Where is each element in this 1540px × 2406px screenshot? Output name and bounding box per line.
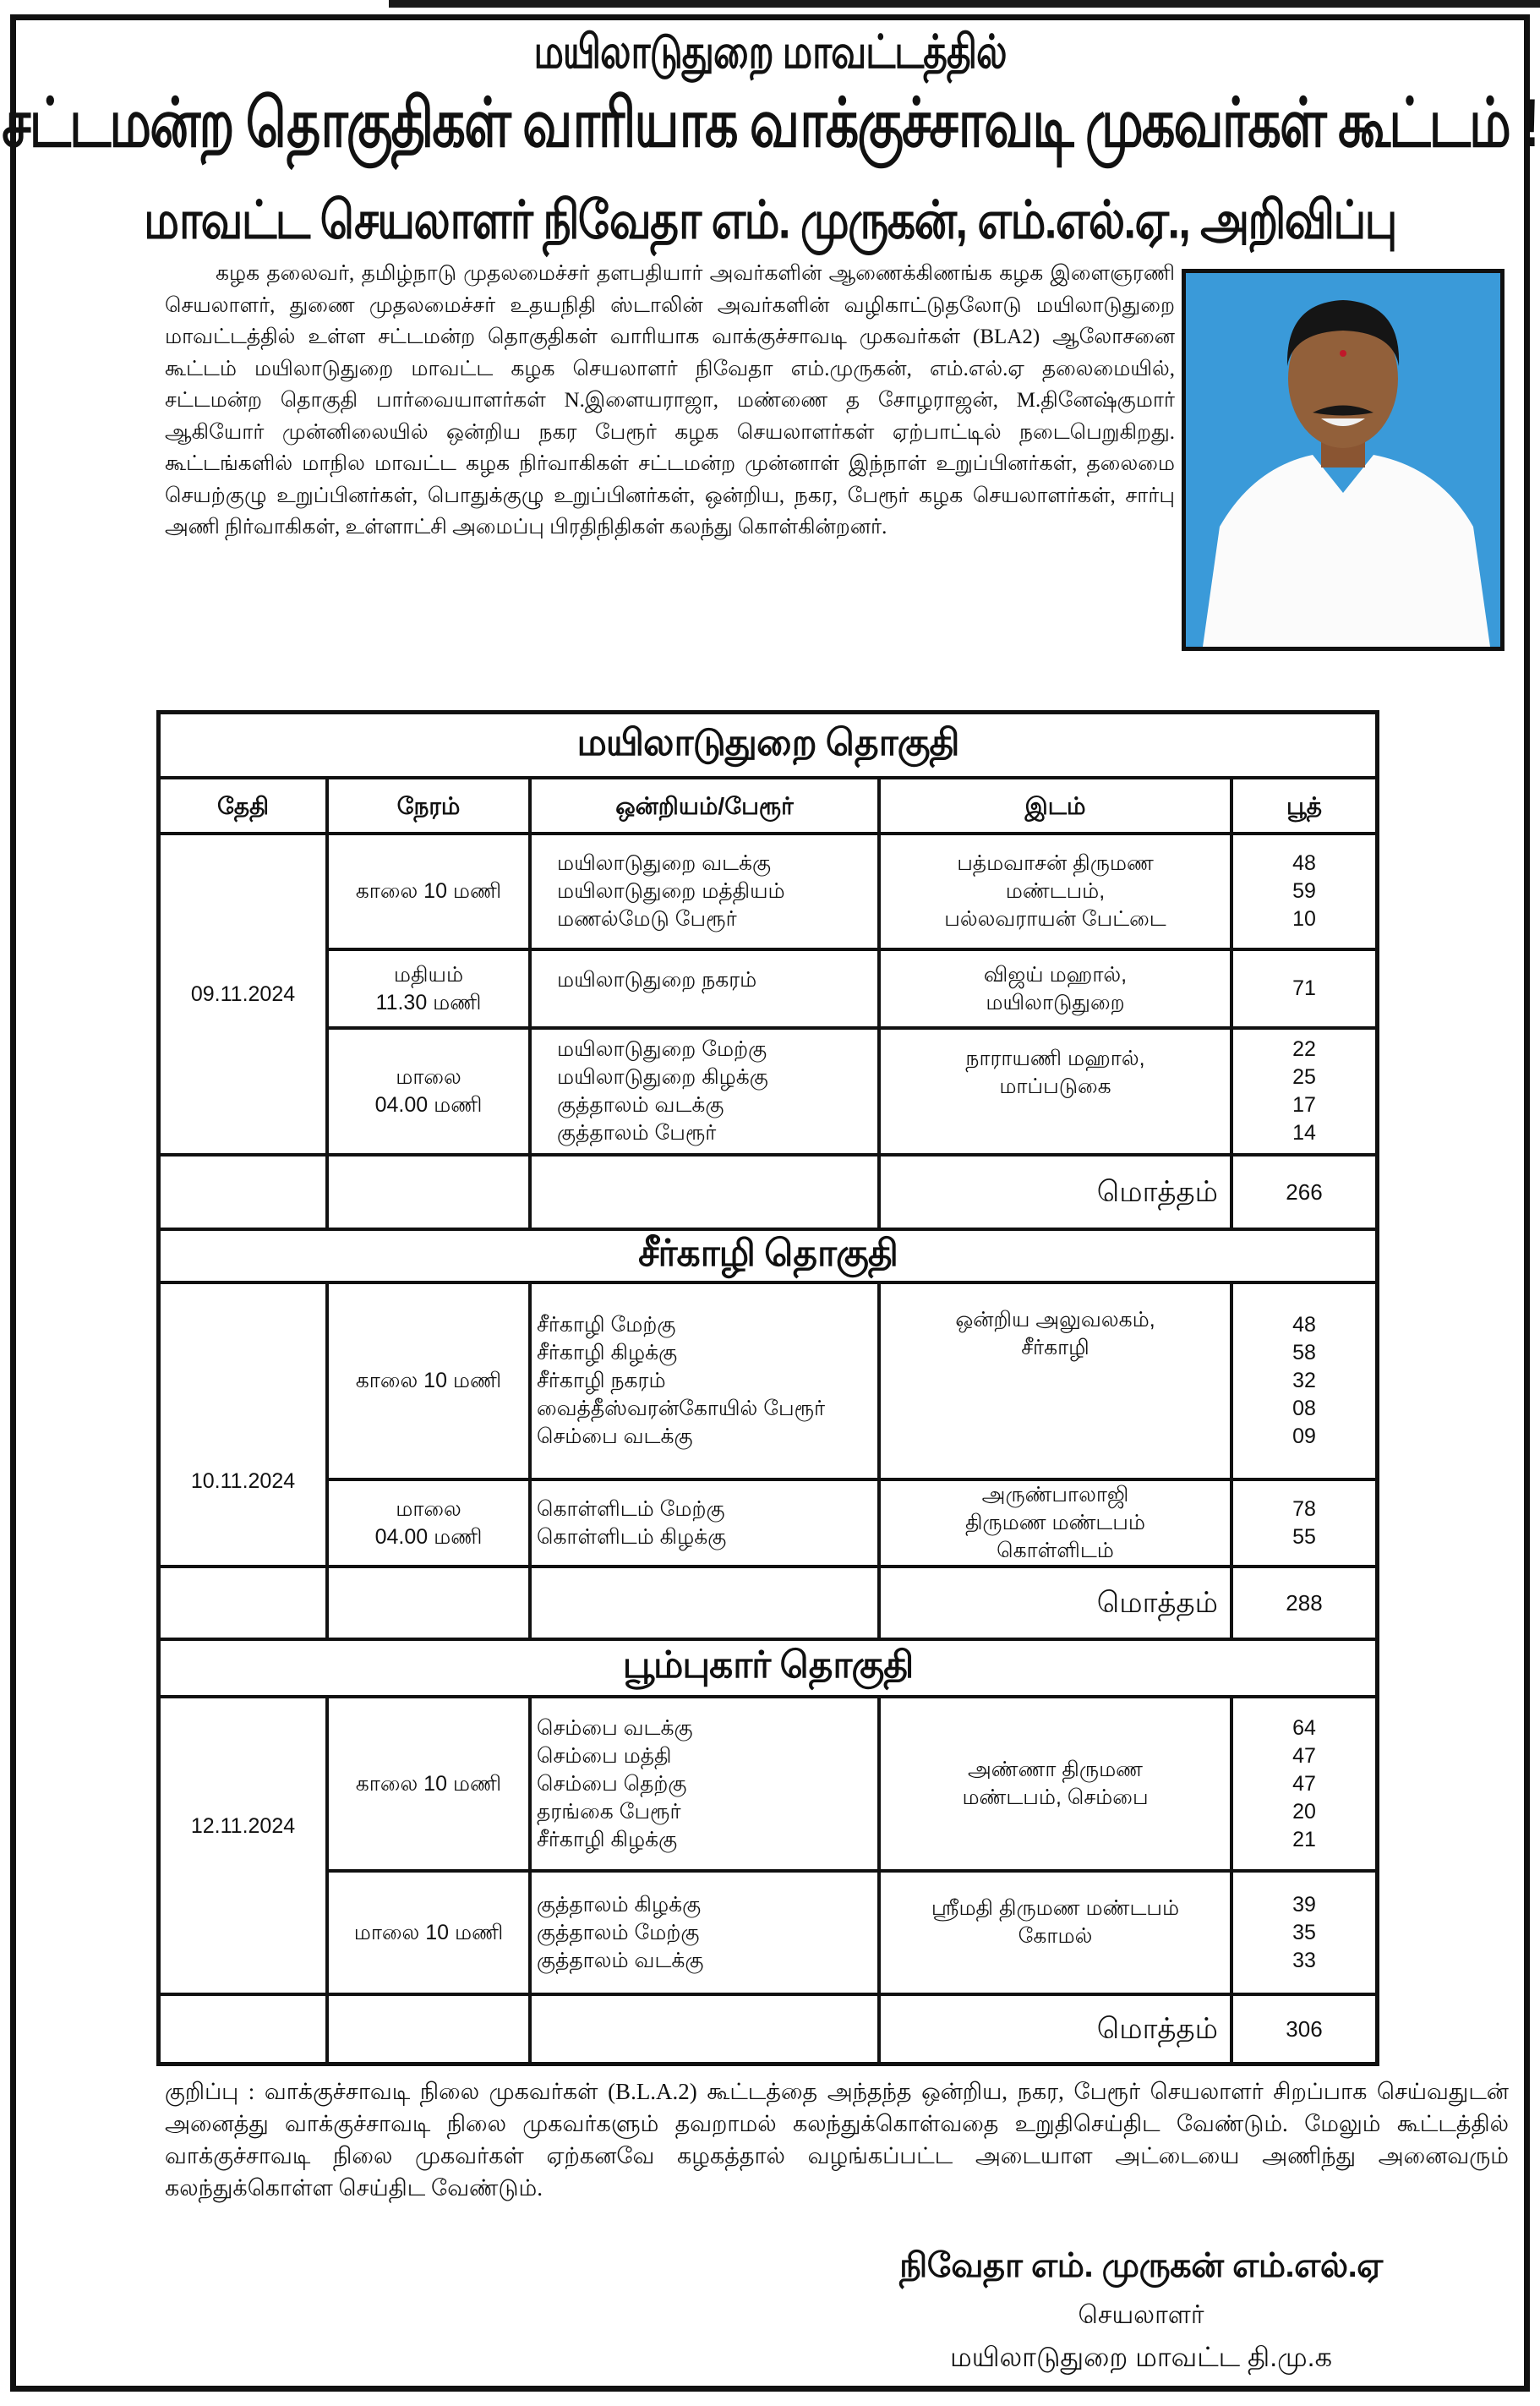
table-header-row [161, 776, 1375, 832]
header-main-title: சட்டமன்ற தொகுதிகள் வாரியாக வாக்குச்சாவடி முகவர்கள் கூட்டம் ! [2, 85, 1538, 161]
total-row [161, 1153, 1375, 1228]
time: மாலை 10 மணி [353, 1920, 504, 1944]
union: குத்தாலம் மேற்கு [537, 1920, 700, 1944]
table-row [325, 948, 1375, 1026]
booth-count: 09 [1292, 1424, 1316, 1448]
date-group [161, 1281, 1375, 1565]
union: குத்தாலம் பேரூர் [557, 1121, 717, 1145]
union: செம்பை வடக்கு [537, 1715, 693, 1740]
booth-count: 22 [1292, 1037, 1316, 1061]
time: காலை 10 மணி [355, 1369, 502, 1392]
header-announcer: மாவட்ட செயலாளர் நிவேதா எம். முருகன், எம்.எல்.ஏ., அறிவிப்பு [144, 191, 1396, 251]
union: செம்பை மத்தி [537, 1743, 672, 1768]
union: கொள்ளிடம் மேற்கு [537, 1496, 725, 1521]
section-title-sirkazhi: சீர்காழி தொகுதி [161, 1228, 1375, 1281]
col-header-time: நேரம் [325, 779, 528, 832]
venue: அருண்பாலாஜி [981, 1483, 1129, 1506]
booth-count: 35 [1292, 1920, 1316, 1944]
union: சீர்காழி கிழக்கு [537, 1341, 678, 1364]
union: சீர்காழி கிழக்கு [537, 1827, 678, 1851]
signature-role: செயலாளர் [1078, 2301, 1204, 2329]
total-value: 306 [1230, 1996, 1375, 2062]
time: மாலை [396, 1496, 461, 1521]
venue: ஸ்ரீமதி திருமண மண்டபம் [931, 1896, 1180, 1920]
date-cell: 12.11.2024 [190, 1814, 296, 1838]
booth-count: 58 [1292, 1341, 1316, 1364]
booth-count: 17 [1292, 1093, 1316, 1117]
signature-name: நிவேதா எம். முருகன் எம்.எல்.ஏ [899, 2247, 1383, 2284]
time: காலை 10 மணி [355, 879, 502, 903]
union: சீர்காழி நகரம் [537, 1369, 666, 1392]
union: குத்தாலம் வடக்கு [557, 1093, 724, 1117]
booth-count: 48 [1292, 851, 1316, 875]
col-header-date: தேதி [216, 792, 270, 819]
time: மாலை [396, 1065, 461, 1089]
union: சீர்காழி மேற்கு [537, 1313, 676, 1337]
col-header-venue: இடம் [877, 779, 1230, 832]
booth-count: 64 [1292, 1715, 1316, 1740]
time: 11.30 மணி [375, 990, 482, 1014]
venue: திருமண மண்டபம் [964, 1511, 1146, 1534]
date-group [161, 832, 1375, 1153]
table-row [325, 1698, 1375, 1869]
union: மயிலாடுதுறை வடக்கு [557, 851, 772, 875]
union: மணல்மேடு பேரூர் [557, 907, 737, 931]
venue: மாப்படுகை [999, 1074, 1111, 1098]
union: மயிலாடுதுறை நகரம் [557, 968, 757, 992]
table-row [325, 1869, 1375, 1993]
section-title-mayiladuthurai: மயிலாடுதுறை தொகுதி [576, 721, 959, 763]
booth-count: 20 [1292, 1799, 1316, 1824]
union: மயிலாடுதுறை மேற்கு [557, 1037, 767, 1061]
section-title-poompuhar: பூம்புகார் தொகுதி [161, 1638, 1375, 1695]
union: குத்தாலம் வடக்கு [537, 1948, 704, 1972]
table-row [325, 835, 1375, 948]
total-value: 266 [1230, 1157, 1375, 1228]
venue: பல்லவராயன் பேட்டை [944, 907, 1166, 931]
date-group-rows [325, 1698, 1375, 1993]
venue: மண்டபம், [1005, 879, 1106, 903]
note-paragraph: குறிப்பு : வாக்குச்சாவடி நிலை முகவர்கள் (B.L.A.2) கூட்டத்தை அந்தந்த ஒன்றிய, நகர, பேரூர் செயலாளர் சிறப்பாக செய்வதுடன் அனைத்து வாக்குச்சாவடி நிலை முகவர்களும் தவறாமல் கலந்துக்கொள்வதை உறுதிசெய்திட வேண்டும். மேலும் கூட்டத்தில் வாக்குச்சாவடி நிலை முகவர்கள் ஏற்கனவே கழகத்தால் வழங்கப்பட்ட அடையாள அட்டையை அணிந்து அனைவரும் கலந்துக்கொள்ள செய்திட வேண்டும். [165, 2079, 1509, 2201]
table-row [325, 1478, 1375, 1565]
booth-count: 21 [1292, 1827, 1316, 1851]
time: காலை 10 மணி [355, 1771, 502, 1796]
venue: கொள்ளிடம் [997, 1539, 1114, 1562]
time: மதியம் [393, 962, 464, 987]
date-cell: 09.11.2024 [190, 982, 296, 1006]
booth-count: 47 [1292, 1743, 1316, 1768]
total-row [161, 1565, 1375, 1638]
time: 04.00 மணி [374, 1093, 483, 1117]
union: செம்பை தெற்கு [537, 1771, 687, 1796]
booth-count: 33 [1292, 1948, 1316, 1972]
total-label: மொத்தம் [877, 1568, 1230, 1638]
intro-paragraph: கழக தலைவர், தமிழ்நாடு முதலமைச்சர் தளபதியார் அவர்களின் ஆணைக்கிணங்க கழக இளைஞரணி செயலாளர், துணை முதலமைச்சர் உதயநிதி ஸ்டாலின் அவர்களின் வழிகாட்டுதலோடு மயிலாடுதுறை மாவட்டத்தில் உள்ள சட்டமன்ற தொகுதிகள் வாரியாக வாக்குச்சாவடி முகவர்கள் (BLA2) ஆலோசனை கூட்டம் மயிலாடுதுறை மாவட்ட கழக செயலாளர் நிவேதா எம்.முருகன், எம்.எல்.ஏ தலைமையில், சட்டமன்ற தொகுதி பார்வையாளர்கள் N.இளையராஜா, மண்ணை த சோழராஜன், M.தினேஷ்குமார் ஆகியோர் முன்னிலையில் ஒன்றிய நகர பேரூர் கழக செயலாளர்கள் ஏற்பாட்டில் நடைபெறுகிறது. கூட்டங்களில் மாநில மாவட்ட கழக நிர்வாகிகள் சட்டமன்ற முன்னாள் இந்நாள் உறுப்பினர்கள், தலைமை செயற்குழு உறுப்பினர்கள், பொதுக்குழு உறுப்பினர்கள், ஒன்றிய, நகர, பேரூர் கழக செயலாளர்கள், சார்பு அணி நிர்வாகிகள், உள்ளாட்சி அமைப்பு பிரதிநிதிகள் கலந்து கொள்கின்றனர். [165, 262, 1175, 539]
booth-count: 08 [1292, 1397, 1316, 1420]
total-label: மொத்தம் [877, 1157, 1230, 1228]
booth-count: 25 [1292, 1065, 1316, 1089]
union: கொள்ளிடம் கிழக்கு [537, 1524, 727, 1549]
union: செம்பை வடக்கு [537, 1424, 693, 1448]
total-row [161, 1993, 1375, 2062]
union: வைத்தீஸ்வரன்கோயில் பேரூர் [537, 1397, 826, 1420]
venue: விஜய் மஹால், [983, 962, 1128, 987]
venue: ஒன்றிய அலுவலகம், [955, 1308, 1155, 1332]
booth-count: 78 [1292, 1496, 1316, 1521]
top-strip [389, 0, 1540, 8]
col-header-booths: பூத் [1230, 779, 1375, 832]
venue: மயிலாடுதுறை [986, 990, 1125, 1014]
venue: பத்மவாசன் திருமண [957, 851, 1154, 875]
table-row [325, 1026, 1375, 1153]
union: தரங்கை பேரூர் [537, 1799, 681, 1824]
person-portrait-icon [1186, 273, 1500, 647]
booth-schedule-table [156, 710, 1379, 2066]
venue: நாராயணி மஹால், [965, 1047, 1145, 1070]
booth-count: 48 [1292, 1313, 1316, 1337]
union: மயிலாடுதுறை மத்தியம் [557, 879, 785, 903]
booth-count: 39 [1292, 1892, 1316, 1917]
col-header-union: ஒன்றியம்/பேரூர் [528, 779, 877, 832]
table-row [325, 1284, 1375, 1478]
header-district: மயிலாடுதுறை மாவட்டத்தில் [533, 26, 1007, 79]
signature-org: மயிலாடுதுறை மாவட்ட தி.மு.க [949, 2342, 1333, 2372]
date-group-rows [325, 835, 1375, 1153]
portrait-photo [1182, 269, 1505, 651]
date-group [161, 1695, 1375, 1993]
date-group-rows [325, 1284, 1375, 1565]
union: மயிலாடுதுறை கிழக்கு [557, 1065, 768, 1089]
venue: சீர்காழி [1021, 1336, 1089, 1359]
venue: மண்டபம், செம்பை [962, 1785, 1149, 1809]
date-cell: 10.11.2024 [190, 1469, 296, 1493]
total-value: 288 [1230, 1568, 1375, 1638]
booth-count: 10 [1292, 907, 1316, 931]
booth-count: 55 [1292, 1524, 1316, 1549]
total-label: மொத்தம் [877, 1996, 1230, 2062]
booth-count: 14 [1292, 1121, 1316, 1145]
booth-count: 47 [1292, 1771, 1316, 1796]
booth-count: 32 [1292, 1369, 1316, 1392]
venue: அண்ணா திருமண [968, 1758, 1143, 1781]
time: 04.00 மணி [374, 1524, 483, 1549]
venue: கோமல் [1018, 1924, 1093, 1948]
union: குத்தாலம் கிழக்கு [537, 1892, 702, 1917]
booth-count: 59 [1292, 879, 1316, 903]
booth-count: 71 [1292, 976, 1316, 1000]
